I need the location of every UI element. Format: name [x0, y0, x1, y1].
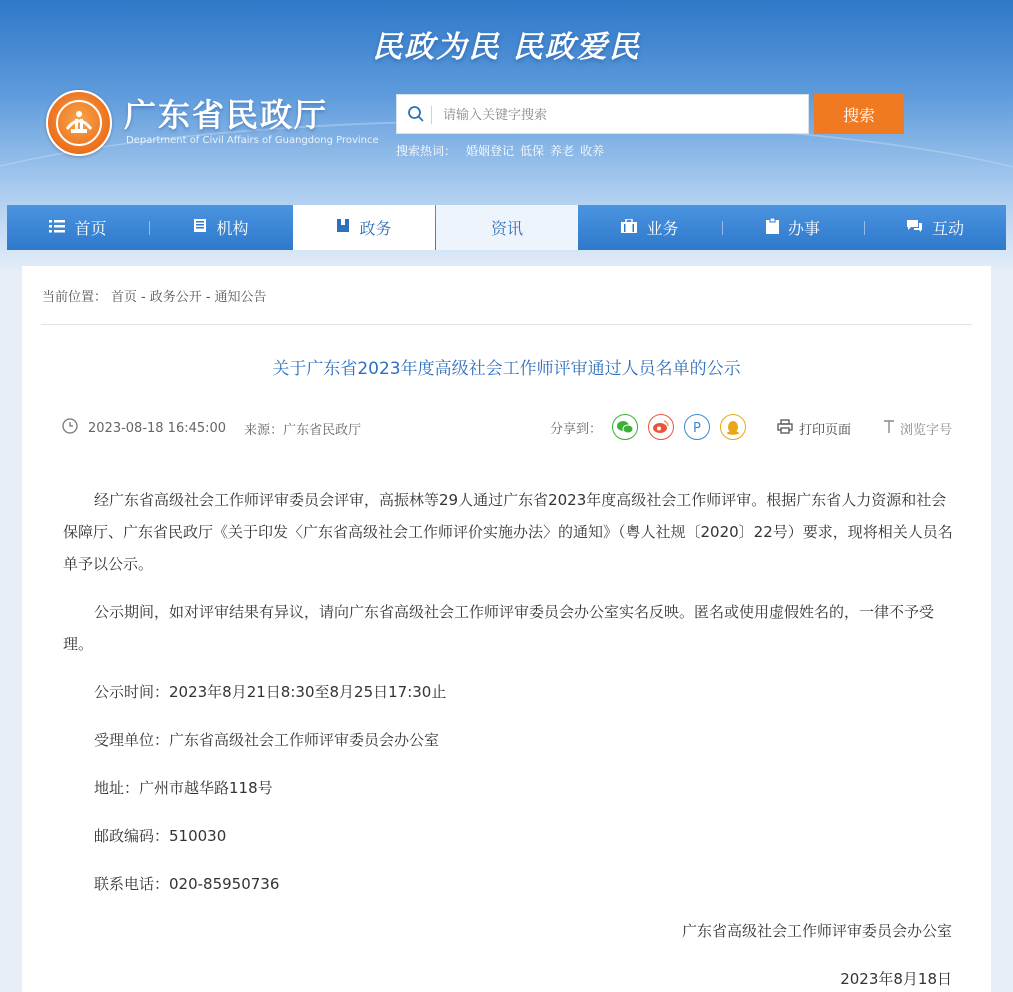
- search-icon: [407, 105, 425, 127]
- nav-label: 首页: [74, 219, 107, 238]
- svg-text:P: P: [693, 421, 701, 434]
- breadcrumb: [42, 286, 270, 305]
- article-meta: [62, 418, 361, 438]
- nav-label: 资讯: [490, 219, 523, 238]
- font-size-button[interactable]: [884, 419, 952, 438]
- text-size-icon: [884, 420, 894, 437]
- search-divider: [431, 106, 432, 124]
- briefcase-icon: [621, 218, 637, 237]
- qq-icon[interactable]: [720, 414, 746, 440]
- search-box: [396, 94, 809, 134]
- nav-label: 办事: [787, 219, 820, 238]
- nav-label: 机构: [216, 219, 249, 238]
- hot-term-link[interactable]: 收养: [580, 144, 605, 158]
- handling-unit: 受理单位：广东省高级社会工作师评审委员会办公室: [94, 731, 440, 749]
- address: 地址：广州市越华路118号: [94, 779, 273, 797]
- print-page-button[interactable]: [777, 419, 851, 438]
- hot-term-link[interactable]: 养老: [550, 144, 575, 158]
- hot-term-link[interactable]: 低保: [520, 144, 545, 158]
- nav-item-interaction[interactable]: [864, 205, 1006, 250]
- site-title-en: Department of Civil Affairs of Guangdong Province: [126, 135, 379, 146]
- breadcrumb-home-link[interactable]: 首页: [111, 290, 138, 305]
- sign-date: 2023年8月18日: [840, 970, 952, 988]
- nav-label: 互动: [931, 219, 964, 238]
- ministry-logo[interactable]: [46, 90, 112, 156]
- breadcrumb-notices-link[interactable]: 通知公告: [214, 290, 267, 305]
- main-nav: [7, 205, 1006, 250]
- article-paragraph: 经广东省高级社会工作师评审委员会评审，高振林等29人通过广东省2023年度高级社会工作师评审。根据广东省人力资源和社会保障厅、广东省民政厅《关于印发〈广东省高级社会工作师评价实施办法〉的通知》（粤人社规〔2020〕22号）要求，现将相关人员名单予以公示。: [63, 491, 953, 573]
- book-icon: [336, 218, 350, 237]
- search-input[interactable]: [441, 95, 805, 135]
- nav-item-services[interactable]: [722, 205, 864, 250]
- article-paragraph: 公示期间，如对评审结果有异议，请向广东省高级社会工作师评审委员会办公室实名反映。匿名或使用虚假姓名的，一律不予受理。: [63, 603, 935, 653]
- clipboard-icon: [766, 218, 779, 238]
- breadcrumb-separator: -: [205, 290, 211, 305]
- breadcrumb-separator: -: [141, 290, 146, 305]
- publish-date: 2023-08-18 16:45:00: [88, 420, 227, 436]
- nav-item-business[interactable]: [579, 205, 721, 250]
- nav-item-institutions[interactable]: [150, 205, 292, 250]
- article-panel: [22, 266, 991, 992]
- breadcrumb-affairs-link[interactable]: 政务公开: [149, 290, 202, 305]
- chat-icon: [906, 218, 923, 237]
- share-bar: [550, 414, 756, 440]
- slogan: 民政为民 民政爱民: [372, 30, 641, 65]
- hot-term-link[interactable]: 婚姻登记: [466, 144, 515, 158]
- share-label: 分享到：: [550, 421, 603, 437]
- printer-icon: [777, 419, 793, 438]
- signature: 广东省高级社会工作师评审委员会办公室: [681, 922, 952, 940]
- nav-item-affairs[interactable]: [293, 205, 435, 250]
- building-icon: [193, 218, 207, 237]
- hot-search-terms: [396, 142, 610, 159]
- list-icon: [49, 218, 65, 237]
- phone: 联系电话：020-85950736: [94, 875, 280, 893]
- print-label: 打印页面: [799, 423, 852, 438]
- clock-icon: [62, 418, 78, 438]
- nav-label: 业务: [646, 219, 679, 238]
- divider: [41, 324, 972, 325]
- hot-search-label: 搜索热词：: [396, 144, 457, 158]
- nav-item-news[interactable]: [436, 205, 578, 250]
- article-source: 来源：广东省民政厅: [244, 422, 362, 438]
- wechat-icon[interactable]: [612, 414, 638, 440]
- logo-emblem-icon: [55, 99, 103, 147]
- postal-code: 邮政编码：510030: [94, 827, 227, 845]
- pdd-icon[interactable]: [684, 414, 710, 440]
- article-title: 关于广东省2023年度高级社会工作师评审通过人员名单的公示: [272, 359, 741, 379]
- site-title[interactable]: 广东省民政厅: [124, 96, 329, 134]
- breadcrumb-label: 当前位置：: [42, 290, 108, 305]
- font-size-label: 浏览字号: [900, 423, 953, 438]
- nav-label: 政务: [359, 219, 392, 238]
- notice-period: 公示时间：2023年8月21日8:30至8月25日17:30止: [94, 683, 447, 701]
- nav-item-home[interactable]: [7, 205, 149, 250]
- article-body: [63, 484, 953, 916]
- weibo-icon[interactable]: [648, 414, 674, 440]
- search-button[interactable]: 搜索: [814, 94, 904, 134]
